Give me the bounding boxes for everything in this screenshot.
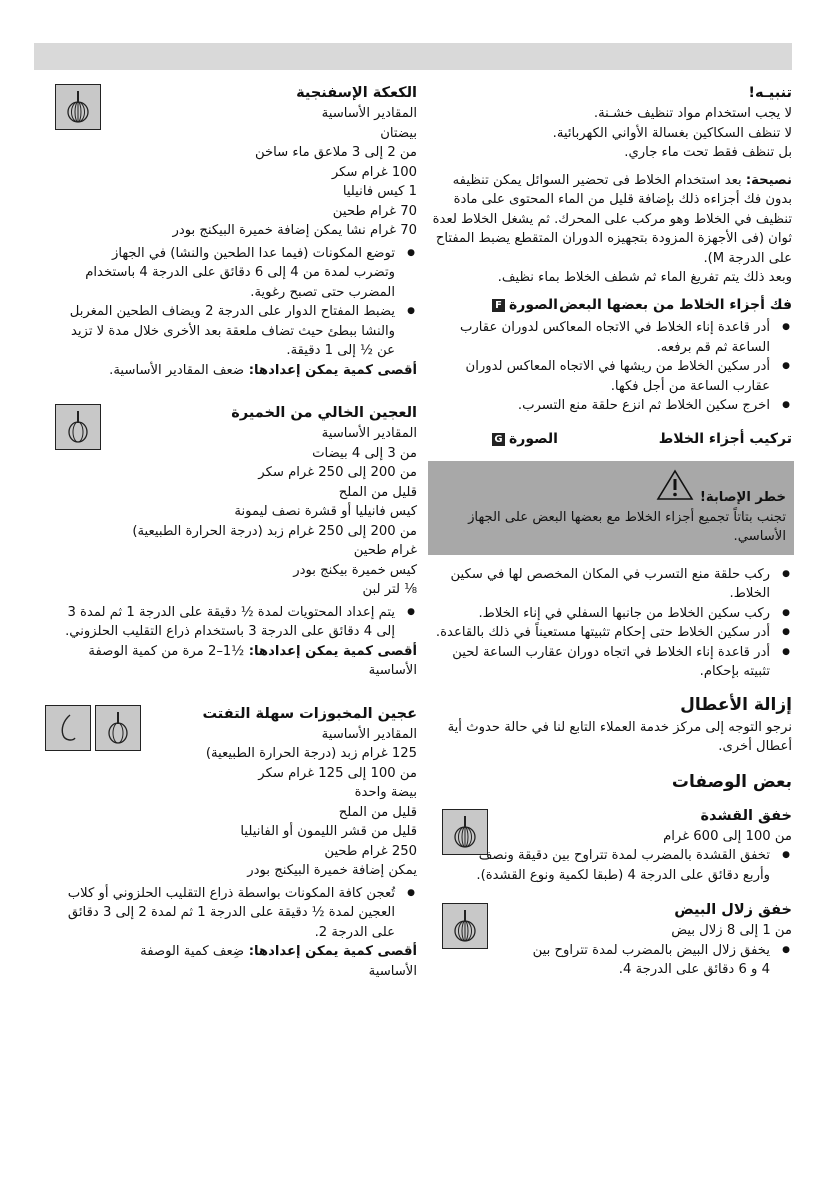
warning-header (436, 469, 786, 508)
ingredient: ⅛ لتر لبن (362, 582, 417, 597)
recipe-title: خفق زلال البيض (674, 902, 792, 918)
list-item: ● ركب سكين الخلاط من جانبها السفلي في إناء الخلاط. (432, 604, 770, 624)
ingredient: من 200 إلى 250 غرام سكر (258, 465, 417, 480)
list-item: ● توضع المكونات (فيما عدا الطحين والنشا) في الجهاز وتضرب لمدة من 4 إلى 6 دقائق على الدرجة 4 باستخدام المضرب حتى تصبح رغوية. (45, 244, 395, 303)
ingredient: بيضتان (380, 125, 417, 141)
caution-title: تنبيـه! (748, 85, 792, 101)
assembly-title: تركيب أجزاء الخلاط (658, 430, 792, 447)
ingredient: 250 غرام طحين (324, 843, 417, 859)
ingredient: قليل من الملح (338, 804, 417, 820)
figure-reference-g (492, 430, 558, 450)
recipe-steps (45, 244, 417, 361)
recipe-steps (432, 941, 792, 980)
tip-paragraph (432, 171, 792, 269)
ingredient: 125 غرام زبد (درجة الحرارة الطبيعية) (205, 746, 417, 761)
max-quantity-value: ½1–2 مرة من كمية الوصفة الأساسية (88, 643, 417, 678)
recipes-title: بعض الوصفات (671, 771, 792, 792)
caution-line: لا يجب استخدام مواد تنظيف خشـنة. (593, 106, 792, 121)
list-item: ● يتم إعداد المحتويات لمدة ½ دقيقة على الدرجة 1 ثم لمدة 3 إلى 4 دقائق على الدرجة 3 باستخدام ذراع التقليب الحلزوني. (45, 603, 395, 642)
troubleshooting-title: إزالة الأعطال (680, 694, 792, 715)
ingredient: 1 كيس فانيليا (342, 184, 417, 199)
ingredient: كيس خميرة بيكنج بودر (293, 562, 417, 578)
disassembly-heading (432, 296, 792, 316)
max-quantity-label: أقصى كمية يمكن إعدادها: (248, 944, 417, 959)
left-column (45, 82, 417, 981)
ingredient: 100 غرام سكر (331, 164, 417, 180)
recipe-title: عجين المخبوزات سهلة التفتت (202, 705, 417, 722)
header-bar (34, 43, 792, 70)
max-quantity (45, 642, 417, 681)
ingredient: كيس فانيليا أو قشرة نصف ليمونة (234, 504, 417, 519)
recipe-title: الكعكة الإسفنجية (296, 85, 417, 101)
ingredient: من 200 إلى 250 غرام زبد (درجة الحرارة الطبيعية) (132, 523, 417, 539)
list-item: ● أدر سكين الخلاط من ريشها في الاتجاه المعاكس لدوران عقارب الساعة من أجل فكها. (432, 357, 770, 396)
list-item: ● اخرج سكين الخلاط ثم انزع حلقة منع التسرب. (432, 396, 770, 416)
list-item: ● تُعجن كافة المكونات بواسطة ذراع التقليب الحلزوني أو كلاب العجين لمدة ½ دقيقة على الدرجة 1 ثم لمدة 2 إلى 3 دقائق على الدرجة 2. (45, 884, 395, 943)
figure-letter-badge: F (492, 299, 505, 312)
warning-title: خطر الإصابة! (699, 490, 786, 505)
list-item: ● يخفق زلال البيض بالمضرب لمدة تتراوح بين 4 و 6 دقائق على الدرجة 4. (432, 941, 770, 980)
list-item: ● ركب حلقة منع التسرب في المكان المخصص لها في سكين الخلاط. (432, 565, 770, 604)
recipe-egg-whites (432, 899, 792, 980)
max-quantity (45, 361, 417, 381)
caution-section (432, 82, 792, 163)
basic-ingredients-label: المقادير الأساسية (321, 726, 417, 742)
tip-after: وبعد ذلك يتم تفريغ الماء ثم شطف الخلاط بماء نظيف. (497, 270, 792, 285)
max-quantity-label: أقصى كمية يمكن إعدادها: (248, 362, 417, 378)
max-quantity (45, 942, 417, 981)
ingredient: من 3 إلى 4 بيضات (312, 445, 417, 461)
recipe-steps (432, 846, 792, 885)
kneading-whisk-icon (95, 705, 141, 751)
kneading-hook-whisk-icon (55, 404, 101, 450)
recipe-whipped-cream (432, 805, 792, 886)
warning-text: تجنب بتاتاً تجميع أجزاء الخلاط مع بعضها البعض على الجهاز الأساسي. (468, 509, 786, 544)
recipe-title: العجين الخالي من الخميرة (231, 405, 417, 421)
list-item: ● أدر سكين الخلاط حتى إحكام تثبيتها مستعيناً في ذلك بالقاعدة. (432, 623, 770, 643)
list-item: ● يضبط المفتاح الدوار على الدرجة 2 ويضاف الطحين المغربل والنشا ببطئ حيث تضاف ملعقة بعد الأخرى خلال مدة لا تزيد عن ½ إلى 1 دقيقة. (45, 302, 395, 361)
whisk-icon (55, 84, 101, 130)
assembly-heading (432, 430, 792, 450)
kneading-hook-icon (45, 705, 91, 751)
right-column (432, 82, 792, 980)
recipe-amount: من 100 إلى 600 غرام (663, 828, 792, 844)
troubleshooting-text: نرجو التوجه إلى مركز خدمة العملاء التابع لنا في حالة حدوث أية أعطال أخرى. (447, 719, 792, 754)
figure-label: الصورة (509, 296, 558, 313)
disassembly-steps (432, 318, 792, 416)
ingredient: 70 غرام نشا يمكن إضافة خميرة البيكنج بودر (172, 223, 417, 238)
recipe-steps (45, 884, 417, 943)
max-quantity-value: ضعف المقادير الأساسية. (109, 362, 245, 378)
figure-letter-badge: G (492, 433, 505, 446)
ingredient: 70 غرام طحين (332, 203, 417, 219)
warning-triangle-icon (656, 469, 694, 508)
max-quantity-label: أقصى كمية يمكن إعدادها: (248, 643, 417, 659)
ingredient: غرام طحين (353, 543, 417, 558)
disassembly-title: فك أجزاء الخلاط من بعضها البعض (559, 296, 792, 313)
recipe-yeast-free-dough (45, 402, 417, 681)
ingredient: من 2 إلى 3 ملاعق ماء ساخن (254, 145, 417, 160)
basic-ingredients-label: المقادير الأساسية (321, 426, 417, 441)
recipe-amount: من 1 إلى 8 زلال بيض (671, 923, 792, 938)
ingredient: قليل من قشر الليمون أو الفانيليا (240, 824, 417, 839)
recipe-sponge-cake (45, 82, 417, 380)
figure-label: الصورة (509, 430, 558, 447)
figure-reference-f (492, 296, 558, 316)
ingredient: بيضة واحدة (354, 785, 417, 800)
caution-line: بل تنظف فقط تحت ماء جاري. (624, 145, 792, 160)
recipe-shortcrust-dough (45, 703, 417, 982)
recipe-title: خفق القشدة (700, 807, 792, 824)
tip-label: نصيحة: (745, 172, 792, 188)
assembly-steps (432, 565, 792, 682)
list-item: ● تخفق القشدة بالمضرب لمدة تتراوح بين دقيقة ونصف وأربع دقائق على الدرجة 4 (طبقا لكمية ونوع القشدة). (432, 846, 770, 885)
caution-line: لا تنظف السكاكين بغسالة الأواني الكهربائية. (552, 125, 792, 141)
ingredient: يمكن إضافة خميرة البيكنج بودر (247, 863, 417, 878)
basic-ingredients-label: المقادير الأساسية (321, 106, 417, 121)
list-item: ● أدر قاعدة إناء الخلاط في الاتجاه المعاكس لدوران عقارب الساعة ثم قم برفعه. (432, 318, 770, 357)
ingredient: من 100 إلى 125 غرام سكر (258, 765, 417, 781)
recipe-steps (45, 603, 417, 642)
list-item: ● أدر قاعدة إناء الخلاط في اتجاه دوران عقارب الساعة لحين تثبيته بإحكام. (432, 643, 770, 682)
ingredient: قليل من الملح (338, 484, 417, 500)
injury-warning-box (428, 461, 794, 555)
tip-text: بعد استخدام الخلاط فى تحضير السوائل يمكن تنظيفه بدون فك أجزاءه ذلك بإضافة قليل من الماء المحتوى على مادة تنظيف في الخلاط وهو مركب على المحرك. ثم يشغل الخلاط لعدة ثوان (فى الأجهزة المزودة بتجهيزه الدوران المتقطع يضبط المفتاح على الدرجة M). (432, 172, 792, 266)
max-quantity-value: ضِعف كمية الوصفة الأساسية (140, 944, 417, 979)
